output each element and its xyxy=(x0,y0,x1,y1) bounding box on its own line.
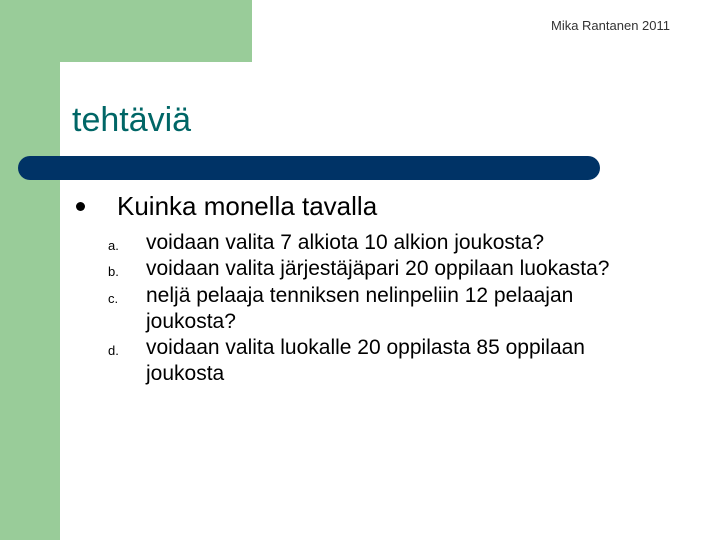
subitem-marker: b. xyxy=(108,264,119,280)
subitem-text: neljä pelaaja tenniksen nelinpeliin 12 pelaajan joukosta? xyxy=(146,283,574,333)
subitem-text: voidaan valita 7 alkiota 10 alkion joukosta? xyxy=(146,231,545,254)
subitem-a xyxy=(108,230,668,256)
subitem-text: voidaan valita järjestäjäpari 20 oppilaan luokasta? xyxy=(146,257,610,281)
subitem-d xyxy=(108,335,668,388)
subitem-marker: d. xyxy=(108,343,119,358)
subitem-b xyxy=(108,256,668,282)
slide-title: tehtäviä xyxy=(72,101,192,139)
subitem-list xyxy=(108,230,668,388)
top-green-band xyxy=(0,0,252,62)
author-footer: Mika Rantanen 2011 xyxy=(550,18,670,33)
subitem-marker: c. xyxy=(108,290,119,306)
subitem-marker: a. xyxy=(108,238,119,253)
subitem-text: voidaan valita luokalle 20 oppilasta 85 oppilaan joukosta xyxy=(146,336,585,386)
bullet-dot-icon xyxy=(76,202,85,211)
subitem-c xyxy=(108,283,668,336)
bullet-question: Kuinka monella tavalla xyxy=(117,191,378,221)
left-green-band xyxy=(0,0,60,540)
title-underline-bar xyxy=(18,156,600,180)
